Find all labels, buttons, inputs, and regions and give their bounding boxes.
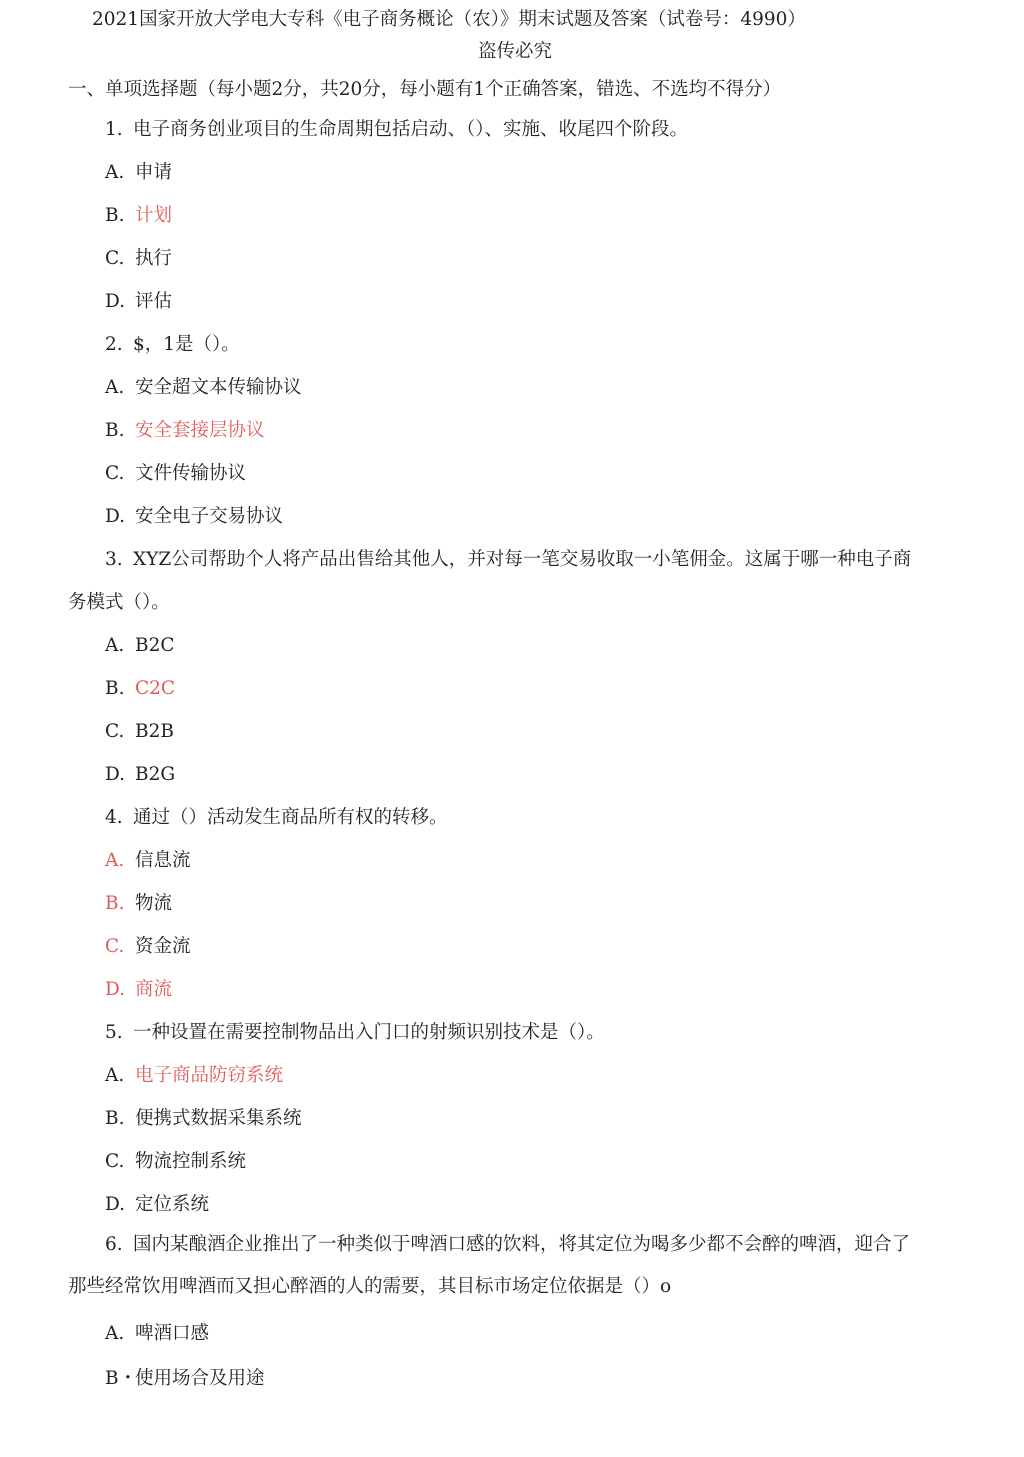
- option-4d: [105, 978, 172, 1002]
- option-label: A.: [105, 377, 125, 398]
- option-4b: [105, 892, 172, 916]
- option-text-answer: 安全套接层协议: [135, 420, 265, 441]
- option-2a: [105, 376, 302, 400]
- option-4c: [105, 935, 191, 959]
- option-2d: [105, 505, 283, 529]
- option-text: 执行: [135, 248, 173, 269]
- page-title: 2021国家开放大学电大专科《电子商务概论（农）》期末试题及答案（试卷号：4990）: [92, 9, 806, 30]
- option-label: D.: [105, 979, 126, 1000]
- question-text: 电子商务创业项目的生命周期包括启动、（）、实施、收尾四个阶段。: [133, 119, 689, 140]
- option-text-answer: 商流: [135, 979, 173, 1000]
- option-text: 使用场合及用途: [135, 1368, 265, 1389]
- option-text: 安全电子交易协议: [135, 506, 284, 527]
- option-5d: [105, 1193, 209, 1217]
- question-1: [105, 118, 688, 142]
- option-label: D.: [105, 1194, 126, 1215]
- option-text: 定位系统: [135, 1194, 210, 1215]
- option-1d: [105, 290, 172, 314]
- question-text: XYZ公司帮助个人将产品出售给其他人，并对每一笔交易收取一小笔佣金。这属于哪一种电子商: [133, 549, 912, 570]
- option-3a: [105, 634, 175, 658]
- option-text: 安全超文本传输协议: [135, 377, 302, 398]
- option-5c: [105, 1150, 246, 1174]
- question-3: [105, 548, 911, 572]
- question-number: 5.: [105, 1022, 123, 1043]
- option-text: 申请: [135, 162, 173, 183]
- option-label: A.: [105, 635, 125, 656]
- option-text: 便携式数据采集系统: [135, 1108, 302, 1129]
- option-4a: [105, 849, 191, 873]
- option-label: A.: [105, 1323, 125, 1344]
- option-1c: [105, 247, 172, 271]
- option-3b: [105, 677, 175, 701]
- option-5a: [105, 1064, 283, 1088]
- option-label: B.: [105, 205, 125, 226]
- option-6a: [105, 1322, 209, 1346]
- option-1a: [105, 161, 172, 185]
- option-label: B・: [105, 1368, 138, 1389]
- option-label: C.: [105, 1151, 125, 1172]
- option-label: B.: [105, 893, 125, 914]
- option-text: 啤酒口感: [135, 1323, 210, 1344]
- option-text: 资金流: [135, 936, 191, 957]
- question-6-continued: 那些经常饮用啤酒而又担心醉酒的人的需要，其目标市场定位依据是（）o: [68, 1276, 672, 1297]
- question-2: [105, 333, 240, 357]
- option-5b: [105, 1107, 302, 1131]
- question-number: 1.: [105, 119, 123, 140]
- option-label: C.: [105, 248, 125, 269]
- option-label: D.: [105, 764, 126, 785]
- option-label: A.: [105, 850, 125, 871]
- option-label: B.: [105, 678, 125, 699]
- option-text: B2G: [135, 764, 176, 785]
- question-text: 一种设置在需要控制物品出入门口的射频识别技术是（）。: [133, 1022, 605, 1043]
- question-text: 国内某酿酒企业推出了一种类似于啤酒口感的饮料，将其定位为喝多少都不会醉的啤酒，迎合了: [133, 1234, 911, 1255]
- option-label: A.: [105, 162, 125, 183]
- option-text: 物流: [135, 893, 173, 914]
- question-number: 6.: [105, 1234, 123, 1255]
- section-heading: 一、单项选择题（每小题2分，共20分，每小题有1个正确答案，错选、不选均不得分）: [68, 79, 782, 100]
- question-5: [105, 1021, 605, 1045]
- option-2c: [105, 462, 246, 486]
- question-number: 3.: [105, 549, 123, 570]
- option-text-answer: 计划: [135, 205, 173, 226]
- page-subtitle: 盗传必究: [478, 41, 553, 62]
- option-text: 评估: [135, 291, 173, 312]
- question-number: 4.: [105, 807, 123, 828]
- question-text: $，1是（）。: [133, 334, 240, 355]
- option-label: D.: [105, 291, 126, 312]
- option-3d: [105, 763, 175, 787]
- option-label: C.: [105, 721, 125, 742]
- question-4: [105, 806, 448, 830]
- option-label: C.: [105, 936, 125, 957]
- option-text: 信息流: [135, 850, 191, 871]
- option-3c: [105, 720, 174, 744]
- option-text: 物流控制系统: [135, 1151, 247, 1172]
- question-text: 通过（）活动发生商品所有权的转移。: [133, 807, 448, 828]
- question-number: 2.: [105, 334, 123, 355]
- option-label: B.: [105, 1108, 125, 1129]
- option-2b: [105, 419, 265, 443]
- option-text: B2C: [135, 635, 175, 656]
- option-text-answer: C2C: [135, 678, 176, 699]
- option-label: A.: [105, 1065, 125, 1086]
- option-label: B.: [105, 420, 125, 441]
- question-6: [105, 1233, 910, 1257]
- option-label: C.: [105, 463, 125, 484]
- option-label: D.: [105, 506, 126, 527]
- question-3-continued: 务模式（）。: [68, 592, 170, 613]
- option-1b: [105, 204, 172, 228]
- option-text: B2B: [135, 721, 174, 742]
- option-text-answer: 电子商品防窃系统: [135, 1065, 284, 1086]
- option-text: 文件传输协议: [135, 463, 247, 484]
- option-6b: [105, 1367, 265, 1391]
